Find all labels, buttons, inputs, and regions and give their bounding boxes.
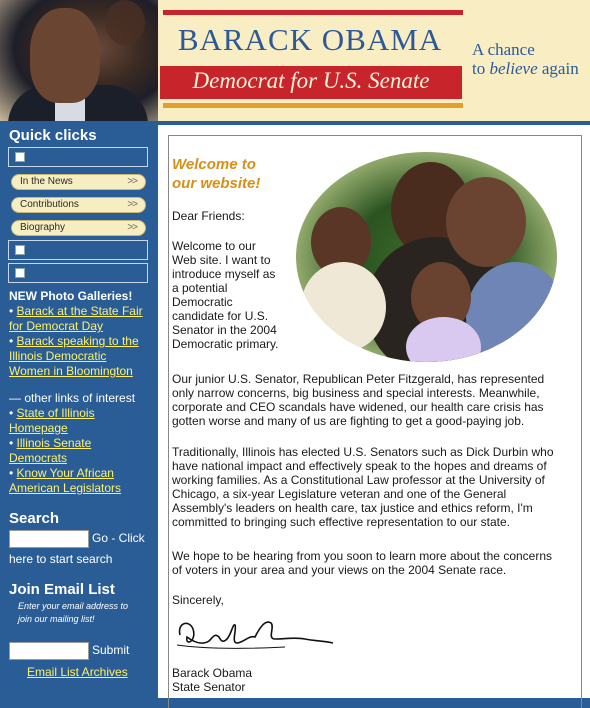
signer-title: State Senator	[172, 680, 246, 694]
intro-line: Welcome to our	[172, 239, 256, 253]
image-link-1[interactable]	[8, 147, 148, 167]
biography-label: Biography	[20, 222, 66, 233]
welcome-heading	[172, 155, 260, 193]
in-the-news-label: In the News	[20, 176, 73, 187]
broken-image-icon	[15, 152, 25, 162]
link-african-american-legislators[interactable]: Know Your African American Legislators	[9, 466, 122, 495]
arrow-icon: >>	[127, 222, 137, 233]
site-subtitle: Democrat for U.S. Senate	[192, 68, 430, 93]
intro-paragraph	[172, 239, 278, 351]
gallery-link-state-fair[interactable]: Barack at the State Fair for Democrat Day	[9, 304, 143, 333]
closing: Sincerely,	[172, 593, 224, 607]
other-link-item: • State of Illinois Homepage	[9, 406, 95, 435]
family-photo	[296, 152, 557, 362]
other-links	[9, 391, 149, 496]
in-the-news-button[interactable]	[11, 174, 146, 190]
greeting: Dear Friends:	[172, 209, 245, 223]
biography-button[interactable]	[11, 220, 146, 236]
paragraph-line: Chicago, a six-year Legislature veteran and one of the General	[172, 487, 507, 501]
signer-name: Barack Obama	[172, 666, 253, 680]
intro-line: a potential	[172, 281, 228, 295]
contributions-label: Contributions	[20, 199, 79, 210]
intro-line: introduce myself as	[172, 267, 276, 281]
paragraph-line: committed to bringing such effective representation to our state.	[172, 515, 510, 529]
search-go-link[interactable]: Go - Click	[92, 531, 145, 545]
submit-button[interactable]: Submit	[92, 643, 130, 657]
image-link-3[interactable]	[8, 263, 148, 283]
paragraph-line: Traditionally, Illinois has elected U.S. Senators such as Dick Durbin who	[172, 445, 554, 459]
broken-image-icon	[15, 245, 25, 255]
search-hint: here to start search	[9, 552, 113, 566]
signer-block	[172, 666, 252, 694]
header-divider-top	[163, 10, 463, 15]
paragraph-2	[172, 445, 554, 529]
email-hint-line1: Enter your email address to	[18, 601, 129, 611]
header-photo	[0, 0, 158, 121]
email-list-title: Join Email List	[9, 581, 115, 598]
photo-galleries	[9, 289, 149, 379]
quick-clicks-title: Quick clicks	[9, 127, 97, 144]
gallery-item: • Barack speaking to the Illinois Democratic Women in Bloomington	[9, 334, 139, 378]
link-illinois-homepage[interactable]: State of Illinois Homepage	[9, 406, 95, 435]
signature	[175, 615, 335, 655]
paragraph-line: working families. As a Constitutional Law professor at the University of	[172, 473, 545, 487]
tagline-line2: to believe again	[472, 59, 579, 78]
intro-line: Democratic	[172, 295, 233, 309]
arrow-icon: >>	[127, 199, 137, 210]
intro-line: candidate for U.S.	[172, 309, 269, 323]
email-archives-link[interactable]: Email List Archives	[27, 665, 128, 679]
welcome-line1: Welcome to	[172, 156, 256, 173]
header-divider-bottom	[163, 103, 463, 108]
sidebar	[0, 121, 158, 698]
paragraph-3	[172, 549, 552, 577]
tagline-line1: A chance	[472, 40, 535, 59]
paragraph-line: We hope to be hearing from you soon to learn more about the concerns	[172, 549, 553, 563]
paragraph-line: corporate and CEO scandals have widened, our health care crisis has	[172, 400, 544, 414]
galleries-title: NEW Photo Galleries!	[9, 289, 133, 303]
paragraph-line: gotten worse and many of us are fighting to get a good-paying job.	[172, 414, 525, 428]
email-hint-line2: join our mailing list!	[18, 614, 95, 624]
paragraph-line: have national impact and effectively speak to the hopes and dreams of	[172, 459, 547, 473]
other-link-item: • Know Your African American Legislators	[9, 466, 122, 495]
gallery-link-bloomington[interactable]: Barack speaking to the Illinois Democratic Women in Bloomington	[9, 334, 139, 378]
site-title: BARACK OBAMA	[177, 22, 443, 57]
link-illinois-senate-democrats[interactable]: Illinois Senate Democrats	[9, 436, 92, 465]
search-input[interactable]	[9, 530, 89, 548]
gallery-item: • Barack at the State Fair for Democrat Day	[9, 304, 143, 333]
paragraph-line: Assembly's leaders on health care, tax justice and ethics reform, I'm	[172, 501, 533, 515]
intro-line: Democratic primary.	[172, 337, 279, 351]
paragraph-line: of voters in your area and your views on the 2004 Senate race.	[172, 563, 507, 577]
welcome-line2: our website!	[172, 175, 261, 192]
email-hint	[18, 600, 128, 626]
search-title: Search	[9, 510, 60, 527]
intro-line: Senator in the 2004	[172, 323, 277, 337]
arrow-icon: >>	[127, 176, 137, 187]
site-header	[0, 0, 590, 121]
email-input[interactable]	[9, 642, 89, 660]
contributions-button[interactable]	[11, 197, 146, 213]
intro-line: Web site. I want to	[172, 253, 271, 267]
paragraph-line: Our junior U.S. Senator, Republican Peter Fitzgerald, has represented	[172, 372, 545, 386]
paragraph-1	[172, 372, 544, 428]
other-links-title: — other links of interest	[9, 391, 136, 405]
other-link-item: • Illinois Senate Democrats	[9, 436, 92, 465]
broken-image-icon	[15, 268, 25, 278]
image-link-2[interactable]	[8, 240, 148, 260]
paragraph-line: only narrow concerns, big business and special interests. Meanwhile,	[172, 386, 540, 400]
